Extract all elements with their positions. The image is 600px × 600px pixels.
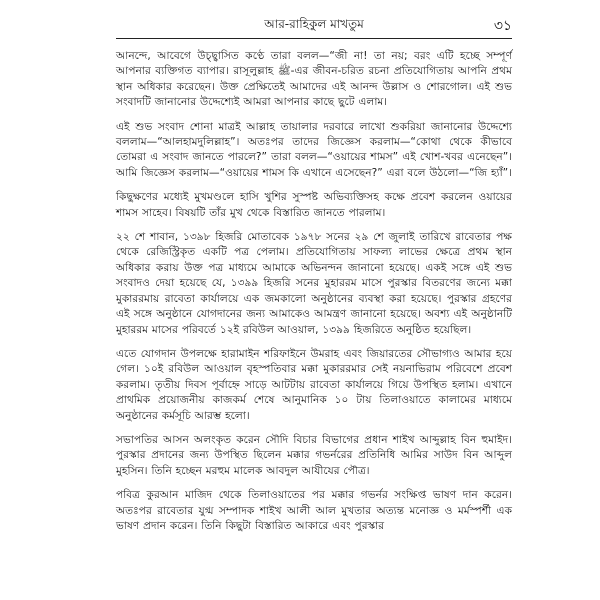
page-number: ৩১ (493, 18, 512, 34)
body-text (116, 49, 512, 534)
paragraph: আনন্দে, আবেগে উচ্ছ্বাসিত কণ্ঠে তারা বলল—“জী না! তা নয়; বরং এটি হচ্ছে সম্পূর্ণ আপনার ব্যক্তিগত ব্যাপার। রাসূলুল্লাহ ﷺ-এর জীবন-চরিত রচনা প্রতিযোগিতায় আপনি প্রথম স্থান অধিকার করেছেন। উক্ত প্রেক্ষিতেই আমাদের এই আনন্দ উল্লাস ও শোরগোল। এই শুভ সংবাদটি জানানোর উদ্দেশ্যেই আমরা আপনার কাছে ছুটে এলাম। (116, 50, 513, 109)
paragraph: কিছুক্ষণের মধ্যেই মুখমণ্ডলে হাসি খুশির সুস্পষ্ট অভিব্যক্তিসহ কক্ষে প্রবেশ করলেন ওয়ায়ের শামস সাহেব। বিষয়টি তাঁর মুখ থেকে বিস্তারিত জানতে পারলাম। (116, 191, 512, 219)
running-title: আর-রাহিকুল মাখতুম (264, 17, 364, 31)
paragraph: পবিত্র কুরআন মাজিদ থেকে তিলাওয়াতের পর মক্কার গভর্নর সংক্ষিপ্ত ভাষণ দান করেন। অতঃপর রাবেতার যুগ্ম সম্পাদক শাইখ আলী আল মুখতার অত্যন্ত মনোজ্ঞ ও মর্মস্পর্শী এক ভাষণ প্রদান করেন। তিনি কিছুটা বিস্তারিত আকারে এবং পুরস্কার (116, 489, 512, 532)
running-header (116, 14, 512, 39)
paragraph: সভাপতির আসন অলংকৃত করেন সৌদি বিচার বিভাগের প্রধান শাইখ আব্দুল্লাহ বিন হুমাইদ। পুরস্কার প্রদানের জন্য উপস্থিত ছিলেন মক্কার গভর্নরের প্রতিনিধি আমির সাউদ বিন আব্দুল মুহসিন। তিনি হচ্ছেন মরহুম মালেক আবদুল আযীযের পৌত্র। (116, 433, 512, 477)
paragraph: ২২ শে শাবান, ১৩৯৮ হিজরি মোতাবেক ১৯৭৮ সনের ২৯ শে জুলাই তারিখে রাবেতার পক্ষ থেকে রেজিস্ট্রিকৃত একটি পত্র পেলাম। প্রতিযোগিতায় সাফল্য লাভের ক্ষেত্রে প্রথম স্থান অধিকার করায় উক্ত পত্র মাধ্যমে আমাকে অভিনন্দন জানানো হয়েছে। একই সঙ্গে এই শুভ সংবাদও দেয়া হয়েছে যে, ১৩৯৯ হিজরি সনের মুহাররম মাসে পুরস্কার বিতরণের জন্যে মক্কা মুকাররমায় রাবেতা কার্যালয়ে এক জমকালো অনুষ্ঠানের ব্যবস্থা করা হয়েছে। পুরস্কার গ্রহণের এই সঙ্গে অনুষ্ঠানে যোগদানের জন্য আমাকেও আমন্ত্রণ জানানো হয়েছে। অবশ্য এই অনুষ্ঠানটি মুহাররম মাসের পরিবর্তে ১২ই রবিউল আওয়াল, ১৩৯৯ হিজরিতে অনুষ্ঠিত হয়েছিল। (116, 231, 512, 336)
paragraph: এই শুভ সংবাদ শোনা মাত্রই আল্লাহ তায়ালার দরবারে লাখো শুকরিয়া জানানোর উদ্দেশ্যে বললাম—“আলহামদুলিল্লাহ”। অতঃপর তাদের জিজ্ঞেস করলাম—“কোথা থেকে কীভাবে তোমরা এ সংবাদ জানতে পারলে?” তারা বলল—“ওয়ায়ের শামস” এই খোশ-খবর এনেছেন”। আমি জিজ্ঞেস করলাম—“ওয়ায়ের শামস কি এখানে এসেছেন?” এরা বলে উঠলো—“জি হ্যাঁ”। (116, 120, 512, 179)
paragraph: এতে যোগদান উপলক্ষে হারামাইন শরিফাইনে উমরাহ এবং জিয়ারতের সৌভাগ্যও আমার হয়ে গেল। ১০ই রবিউল আওয়াল বৃহস্পতিবার মক্কা মুকাররমার সেই নয়নাভিরাম পরিবেশে প্রবেশ করলাম। তৃতীয় দিবস পূর্বাহ্নে সাড়ে আটটায় রাবেতা কার্যালয়ে গিয়ে উপস্থিত হলাম। এখানে প্রাথমিক প্রয়োজনীয় কাজকর্ম শেষে আনুমানিক ১০ টায় তিলাওয়াতে কালামের মাধ্যমে অনুষ্ঠানের কর্মসূচি আরম্ভ হলো। (116, 347, 512, 422)
